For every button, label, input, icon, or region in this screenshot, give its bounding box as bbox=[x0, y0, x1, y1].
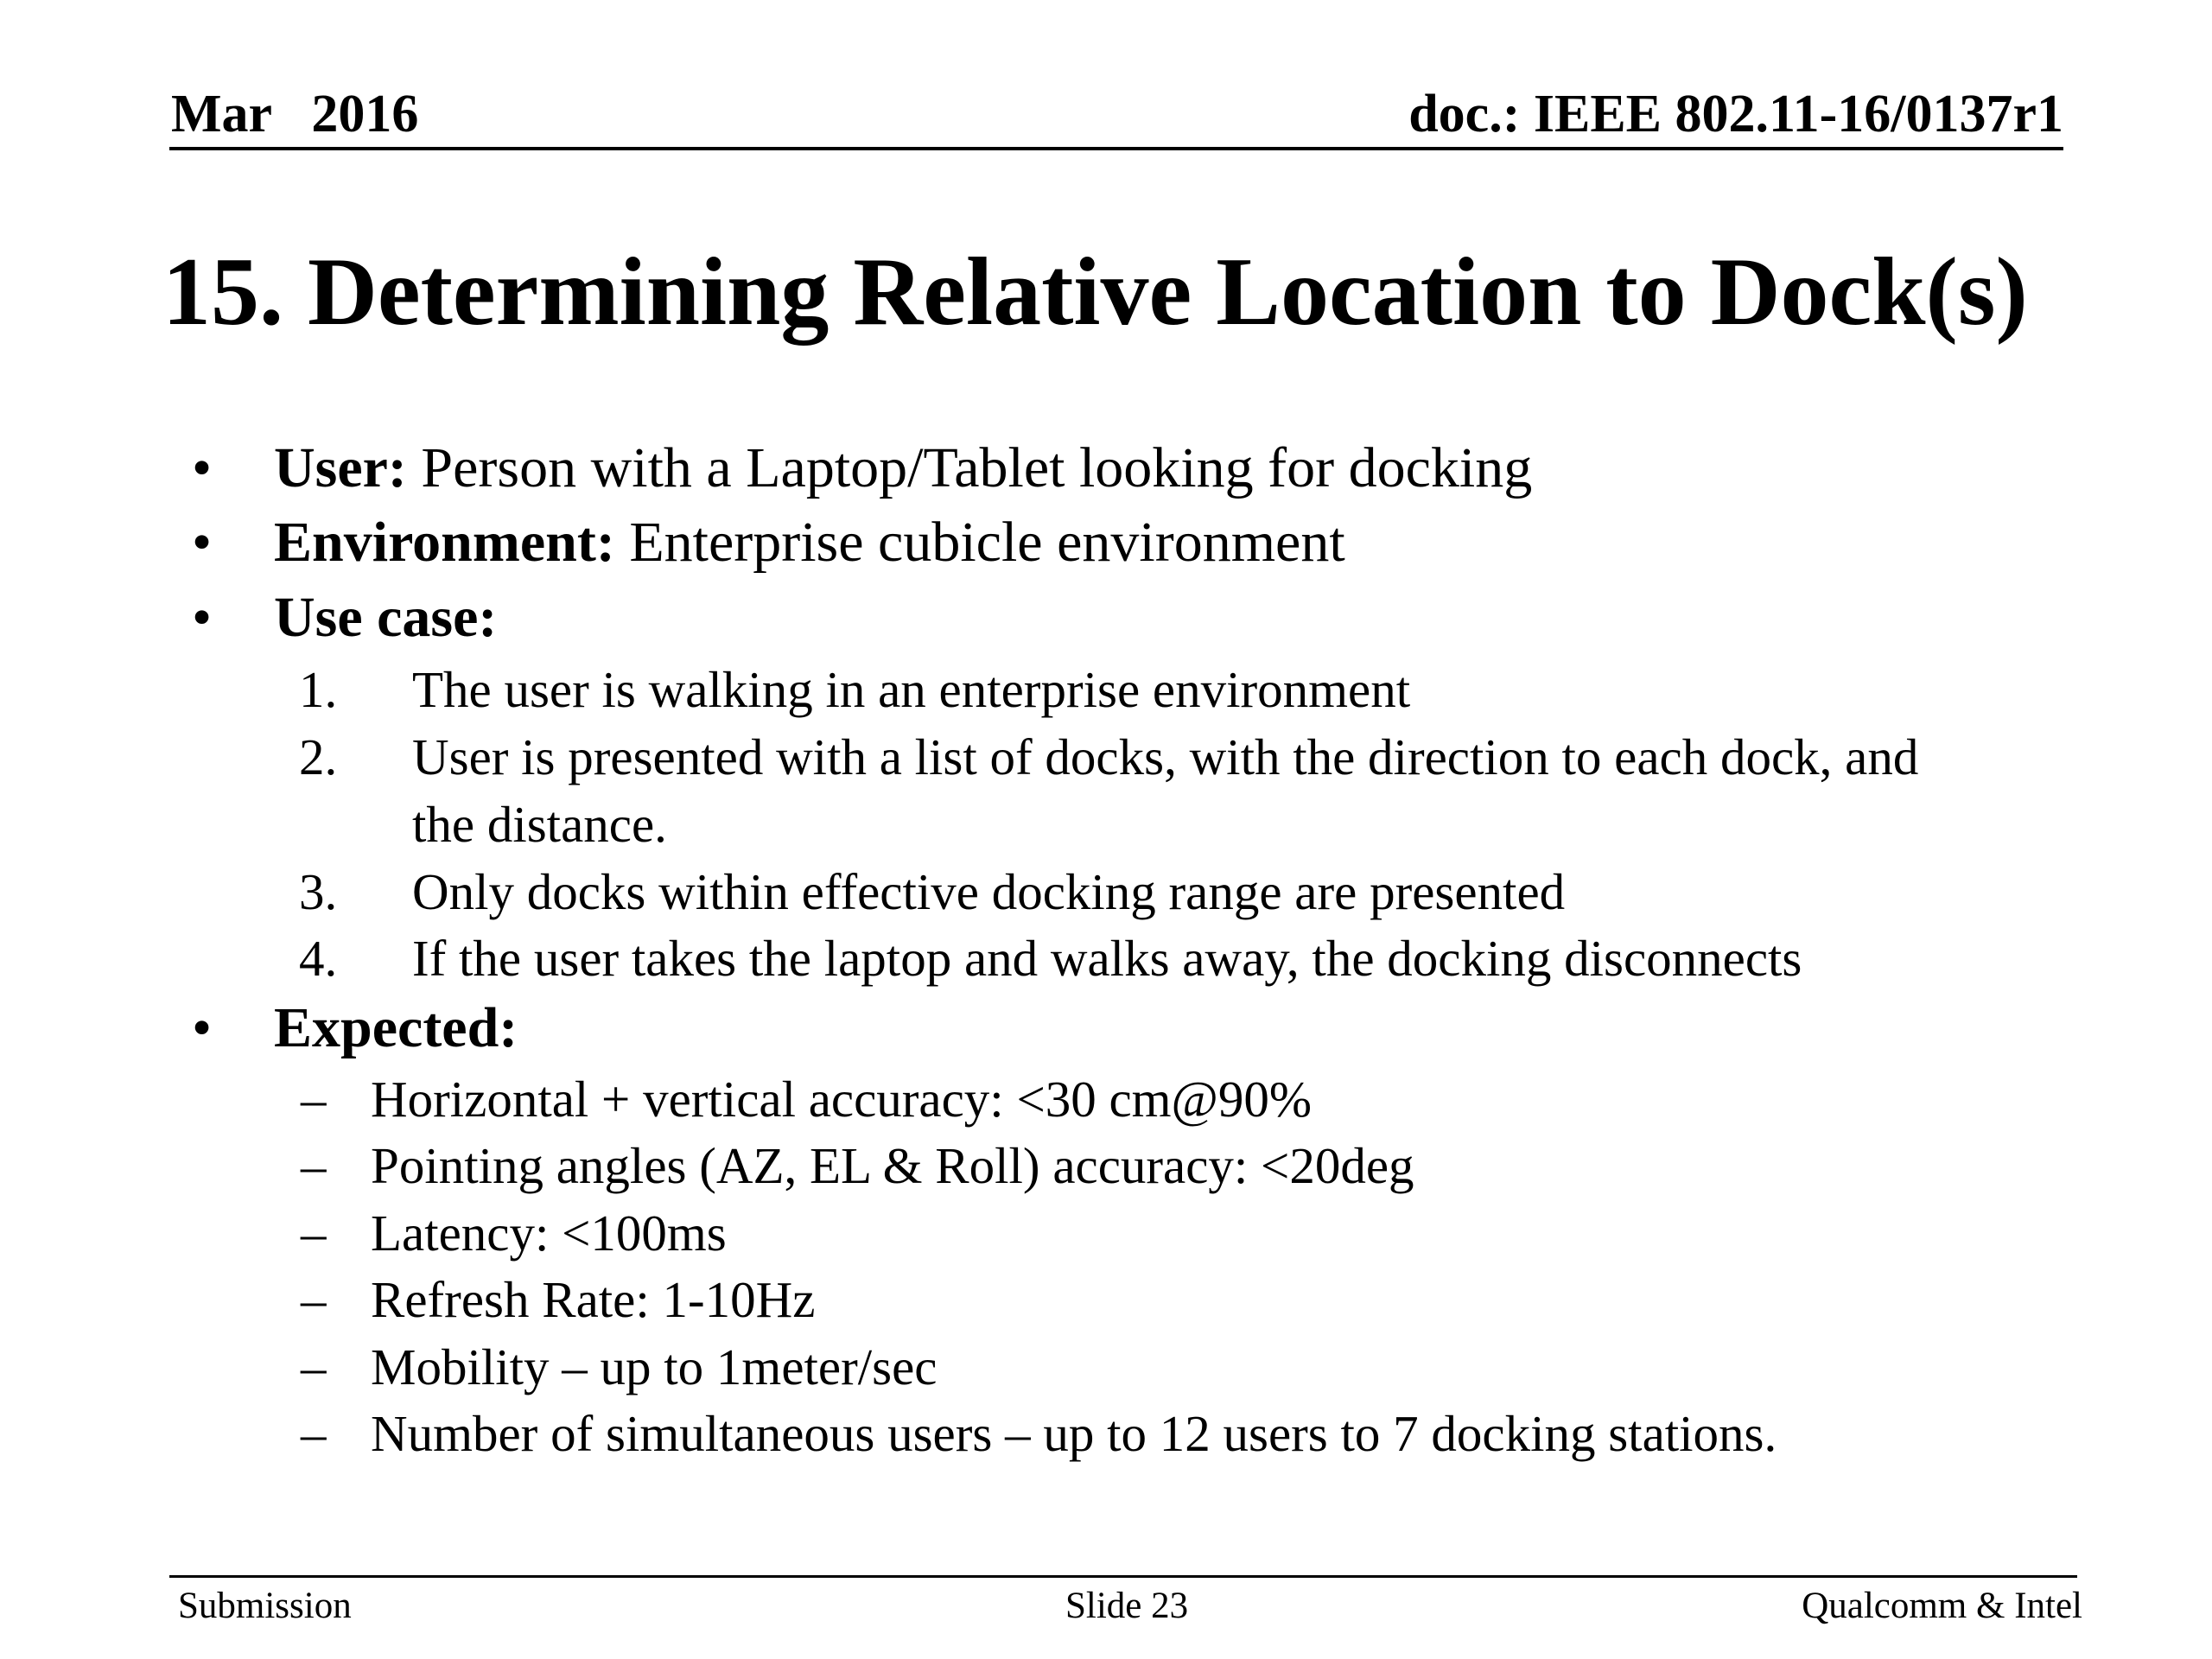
dash-marker: – bbox=[301, 1205, 327, 1262]
bullet-marker: • bbox=[192, 996, 213, 1059]
footer-submission: Submission bbox=[178, 1586, 352, 1626]
header-date: Mar 2016 bbox=[171, 85, 419, 143]
bullet-marker: • bbox=[192, 511, 213, 574]
header-doc-id: doc.: IEEE 802.11-16/0137r1 bbox=[1408, 85, 2063, 143]
step-text: The user is walking in an enterprise environment bbox=[412, 661, 1411, 718]
footer-divider bbox=[169, 1575, 2077, 1578]
bullet-label: Use case: bbox=[274, 586, 498, 649]
dash-marker: – bbox=[301, 1071, 327, 1128]
dash-marker: – bbox=[301, 1405, 327, 1462]
footer-slide-number: Slide 23 bbox=[1065, 1586, 1189, 1626]
step-number: 3. bbox=[299, 863, 338, 920]
step-text: User is presented with a list of docks, with the direction to each dock, and bbox=[412, 728, 1919, 785]
expected-item-text: Refresh Rate: 1-10Hz bbox=[371, 1271, 816, 1328]
step-text: the distance. bbox=[412, 796, 667, 853]
dash-marker: – bbox=[301, 1137, 327, 1194]
step-number: 1. bbox=[299, 661, 338, 718]
expected-item-text: Horizontal + vertical accuracy: <30 cm@90% bbox=[371, 1071, 1313, 1128]
expected-item-text: Number of simultaneous users – up to 12 users to 7 docking stations. bbox=[371, 1405, 1777, 1462]
bullet-label: User: bbox=[274, 436, 407, 499]
expected-item-text: Latency: <100ms bbox=[371, 1205, 727, 1262]
bullet-marker: • bbox=[192, 436, 213, 499]
bullet-marker: • bbox=[192, 586, 213, 649]
expected-item-text: Pointing angles (AZ, EL & Roll) accuracy: <20deg bbox=[371, 1137, 1414, 1194]
dash-marker: – bbox=[301, 1338, 327, 1395]
bullet-text: Person with a Laptop/Tablet looking for docking bbox=[406, 436, 1533, 499]
bullet-label: Expected: bbox=[274, 996, 518, 1059]
step-text: If the user takes the laptop and walks away, the docking disconnects bbox=[412, 930, 1802, 987]
slide-title: 15. Determining Relative Location to Dock(s) bbox=[162, 238, 2028, 346]
step-number: 2. bbox=[299, 728, 338, 785]
step-number: 4. bbox=[299, 930, 338, 987]
dash-marker: – bbox=[301, 1271, 327, 1328]
footer-authors: Qualcomm & Intel bbox=[1802, 1586, 2082, 1626]
step-text: Only docks within effective docking range are presented bbox=[412, 863, 1566, 920]
expected-item-text: Mobility – up to 1meter/sec bbox=[371, 1338, 938, 1395]
bullet-label: Environment: bbox=[274, 511, 615, 574]
bullet-text: Enterprise cubicle environment bbox=[614, 511, 1345, 574]
